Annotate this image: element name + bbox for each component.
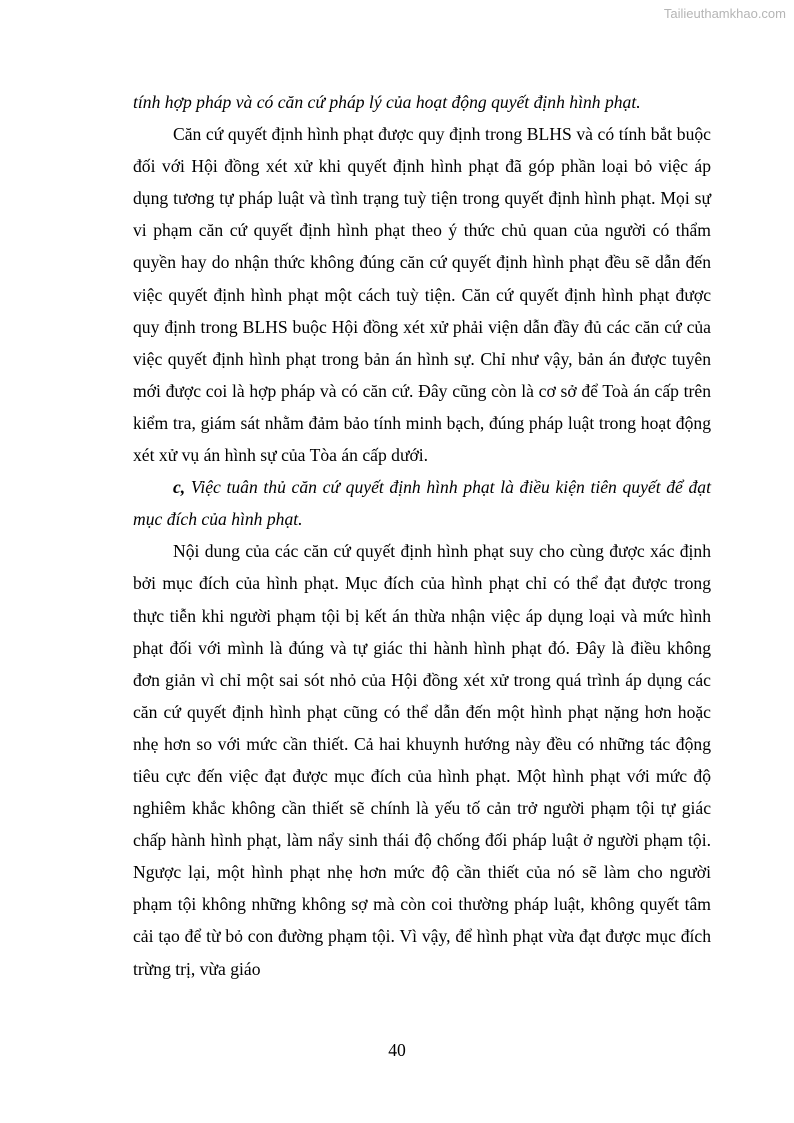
document-body — [133, 86, 711, 985]
section-marker: c, — [173, 477, 186, 498]
section-heading-text: Việc tuân thủ căn cứ quyết định hình phạt là điều kiện tiên quyết để đạt mục đích của hình phạt. — [133, 477, 711, 530]
page-number: 40 — [388, 1040, 406, 1060]
paragraph-continuation: tính hợp pháp và có căn cứ pháp lý của hoạt động quyết định hình phạt. — [133, 92, 641, 112]
section-heading-c — [133, 471, 711, 535]
watermark-text: Tailieuthamkhao.com — [663, 6, 786, 21]
paragraph-purpose: Nội dung của các căn cứ quyết định hình phạt suy cho cùng được xác định bởi mục đích của hình phạt. Mục đích của hình phạt chỉ có thể đạt được trong thực tiễn khi người phạm tội bị kết án thừa nhận việc áp dụng loại và mức hình phạt đối với mình là đúng và tự giác thi hành hình phạt đó. Đây là điều không đơn giản vì chỉ một sai sót nhỏ của Hội đồng xét xử trong quá trình áp dụng các căn cứ quyết định hình phạt cũng có thể dẫn đến một hình phạt nặng hơn hoặc nhẹ hơn so với mức cần thiết. Cả hai khuynh hướng này đều có những tác động tiêu cực đến việc đạt được mục đích của hình phạt. Một hình phạt với mức độ nghiêm khắc không cần thiết sẽ chính là yếu tố cản trở người phạm tội tự giác chấp hành hình phạt, làm nẩy sinh thái độ chống đối pháp luật ở người phạm tội. Ngược lại, một hình phạt nhẹ hơn mức độ cần thiết của nó sẽ làm cho người phạm tội không những không sợ mà còn coi thường pháp luật, không quyết tâm cải tạo để từ bỏ con đường phạm tội. Vì vậy, để hình phạt vừa đạt được mục đích trừng trị, vừa giáo — [133, 541, 711, 979]
paragraph-legal-basis: Căn cứ quyết định hình phạt được quy định trong BLHS và có tính bắt buộc đối với Hội đồng xét xử khi quyết định hình phạt đã góp phần loại bỏ việc áp dụng tương tự pháp luật và tình trạng tuỳ tiện trong quyết định hình phạt. Mọi sự vi phạm căn cứ quyết định hình phạt theo ý thức chủ quan của người có thẩm quyền hay do nhận thức không đúng căn cứ quyết định hình phạt đều sẽ dẫn đến việc quyết định hình phạt một cách tuỳ tiện. Căn cứ quyết định hình phạt được quy định trong BLHS buộc Hội đồng xét xử phải viện dẫn đầy đủ các căn cứ của việc quyết định hình phạt trong bản án hình sự. Chỉ như vậy, bản án được tuyên mới được coi là hợp pháp và có căn cứ. Đây cũng còn là cơ sở để Toà án cấp trên kiểm tra, giám sát nhằm đảm bảo tính minh bạch, đúng pháp luật trong hoạt động xét xử vụ án hình sự của Tòa án cấp dưới. — [133, 124, 711, 466]
